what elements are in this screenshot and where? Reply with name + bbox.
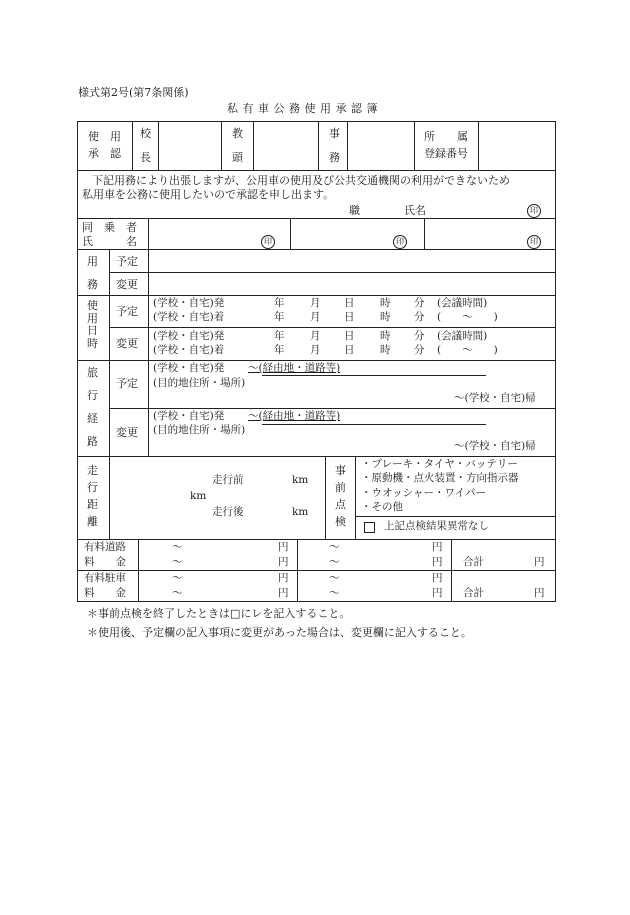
arr-prefix: (学校・自宅)着 — [153, 311, 225, 323]
fee-yen: 円 — [432, 556, 443, 568]
fee-tilde: 〜 — [172, 587, 183, 599]
distance-label-char: 離 — [87, 515, 98, 528]
month-unit: 月 — [310, 311, 321, 323]
distance-before-unit: km — [292, 474, 309, 486]
business-changed-label: 変更 — [116, 278, 138, 291]
inspection-item: ・その他 — [361, 501, 403, 513]
inspection-item: ・ブレーキ・タイヤ・バッテリー — [361, 458, 518, 470]
year-unit: 年 — [274, 344, 285, 356]
fee-tilde: 〜 — [329, 587, 340, 599]
principal-label-1: 校 — [140, 127, 151, 140]
route-via: 〜(経由地・道路等) — [248, 362, 341, 374]
month-unit: 月 — [310, 330, 321, 342]
hour-unit: 時 — [380, 330, 391, 342]
distance-total-unit: km — [190, 490, 207, 502]
passenger-seal-2: 印 — [393, 235, 407, 249]
distance-label — [87, 462, 99, 530]
inspection-label-char: 前 — [335, 481, 346, 494]
passenger-label-2: 氏 名 — [82, 235, 137, 248]
fee-tilde: 〜 — [329, 541, 340, 553]
datetime-planned-label: 予定 — [116, 305, 138, 318]
datetime-label — [87, 300, 99, 350]
year-unit: 年 — [274, 311, 285, 323]
inspection-label — [335, 462, 347, 530]
hour-unit: 時 — [380, 297, 391, 309]
route-changed-label: 変更 — [116, 426, 138, 439]
day-unit: 日 — [344, 330, 355, 342]
minute-unit: 分 — [414, 330, 425, 342]
distance-label-char: 走 — [87, 464, 98, 477]
inspection-result-label: 上記点検結果異常なし — [384, 520, 489, 532]
datetime-label-char: 用 — [87, 311, 98, 325]
inspection-label-char: 検 — [335, 515, 346, 528]
declaration-line-2: 私用車を公務に使用したいので承認を申し出ます。 — [82, 188, 335, 201]
business-planned-label: 予定 — [116, 255, 138, 268]
meeting-time-range: ( 〜 ) — [437, 344, 498, 356]
dep-prefix: (学校・自宅)発 — [153, 297, 225, 309]
month-unit: 月 — [310, 344, 321, 356]
route-destination: (目的地住所・場所) — [153, 424, 246, 436]
route-label-3: 経 — [87, 412, 98, 425]
fee-tilde: 〜 — [172, 556, 183, 568]
principal-seal-box[interactable] — [159, 122, 221, 170]
declaration-line-1: 下記用務により出張しますが、公用車の使用及び公共交通機関の利用ができないため — [92, 174, 510, 187]
datetime-label-char: 時 — [87, 336, 98, 350]
toll-total-yen: 円 — [534, 556, 545, 568]
distance-after-label: 走行後 — [212, 506, 244, 518]
registration-label: 登録番号 — [424, 147, 468, 160]
route-label-1: 旅 — [87, 366, 98, 379]
parking-total-label: 合計 — [463, 587, 484, 599]
passenger-label-1: 同 乗 者 — [82, 221, 137, 234]
parking-total-yen: 円 — [534, 587, 545, 599]
arr-prefix: (学校・自宅)着 — [153, 344, 225, 356]
approval-label-2: 承 認 — [88, 147, 121, 160]
distance-label-char: 距 — [87, 498, 98, 511]
form-number: 様式第2号(第7条関係) — [78, 86, 189, 99]
note-2: ＊使用後、予定欄の記入事項に変更があった場合は、変更欄に記入すること。 — [87, 626, 472, 639]
fee-yen: 円 — [432, 572, 443, 584]
minute-unit: 分 — [414, 297, 425, 309]
business-label-1: 用 — [87, 255, 98, 268]
inspection-item: ・ウオッシャー・ワイパー — [361, 487, 486, 499]
fee-yen: 円 — [278, 556, 289, 568]
vice-label-1: 教 — [232, 127, 243, 140]
fee-tilde: 〜 — [172, 541, 183, 553]
vice-label-2: 頭 — [232, 151, 243, 164]
year-unit: 年 — [274, 330, 285, 342]
year-unit: 年 — [274, 297, 285, 309]
signer-label: 職 氏名 — [349, 204, 426, 217]
distance-label-char: 行 — [87, 481, 98, 494]
parking-label-2: 料 金 — [84, 587, 126, 599]
passenger-seal-3: 印 — [527, 235, 541, 249]
office-label-2: 務 — [329, 151, 340, 164]
dep-prefix: (学校・自宅)発 — [153, 330, 225, 342]
approval-label-1: 使 用 — [88, 130, 121, 143]
day-unit: 日 — [344, 311, 355, 323]
day-unit: 日 — [344, 297, 355, 309]
route-label-2: 行 — [87, 389, 98, 402]
form-title: 私 有 車 公 務 使 用 承 認 簿 — [227, 102, 378, 115]
fee-tilde: 〜 — [172, 572, 183, 584]
fee-yen: 円 — [432, 541, 443, 553]
signer-seal-mark: 印 — [527, 204, 541, 218]
business-label-2: 務 — [87, 278, 98, 291]
hour-unit: 時 — [380, 311, 391, 323]
fee-yen: 円 — [278, 541, 289, 553]
meeting-time-label: (会議時間) — [437, 330, 488, 342]
toll-label-2: 料 金 — [84, 556, 126, 568]
meeting-time-range: ( 〜 ) — [437, 311, 498, 323]
day-unit: 日 — [344, 344, 355, 356]
affiliation-label: 所 属 — [424, 130, 468, 143]
parking-label-1: 有料駐車 — [84, 572, 126, 584]
principal-label-2: 長 — [140, 151, 151, 164]
distance-before-label: 走行前 — [212, 474, 244, 486]
office-seal-box[interactable] — [348, 122, 414, 170]
passenger-seal-1: 印 — [261, 235, 275, 249]
distance-after-unit: km — [292, 506, 309, 518]
fee-tilde: 〜 — [329, 572, 340, 584]
fee-yen: 円 — [278, 587, 289, 599]
inspection-item: ・原動機・点火装置・方向指示器 — [361, 472, 519, 484]
route-planned-label: 予定 — [116, 377, 138, 390]
route-via: 〜(経由地・道路等) — [248, 410, 341, 422]
datetime-changed-label: 変更 — [116, 337, 138, 350]
route-start: (学校・自宅)発 — [153, 410, 225, 422]
fee-tilde: 〜 — [329, 556, 340, 568]
fee-yen: 円 — [278, 572, 289, 584]
route-return: 〜(学校・自宅)帰 — [454, 440, 536, 452]
datetime-label-char: 日 — [87, 324, 98, 337]
note-1: ＊事前点検を終了したときは□にレを記入すること。 — [87, 607, 351, 620]
route-destination: (目的地住所・場所) — [153, 377, 246, 389]
inspection-checkbox[interactable] — [364, 522, 375, 533]
route-label-4: 路 — [87, 435, 98, 448]
minute-unit: 分 — [414, 344, 425, 356]
inspection-label-char: 点 — [335, 498, 346, 511]
toll-label-1: 有料道路 — [84, 541, 126, 553]
hour-unit: 時 — [380, 344, 391, 356]
datetime-label-char: 使 — [87, 299, 98, 312]
registration-field[interactable] — [479, 122, 555, 170]
route-start: (学校・自宅)発 — [153, 362, 225, 374]
office-label-1: 事 — [329, 127, 340, 140]
fee-yen: 円 — [432, 587, 443, 599]
route-return: 〜(学校・自宅)帰 — [454, 392, 536, 404]
inspection-label-char: 事 — [335, 464, 346, 477]
month-unit: 月 — [310, 297, 321, 309]
minute-unit: 分 — [414, 311, 425, 323]
vice-seal-box[interactable] — [254, 122, 318, 170]
meeting-time-label: (会議時間) — [437, 297, 488, 309]
toll-total-label: 合計 — [463, 556, 484, 568]
